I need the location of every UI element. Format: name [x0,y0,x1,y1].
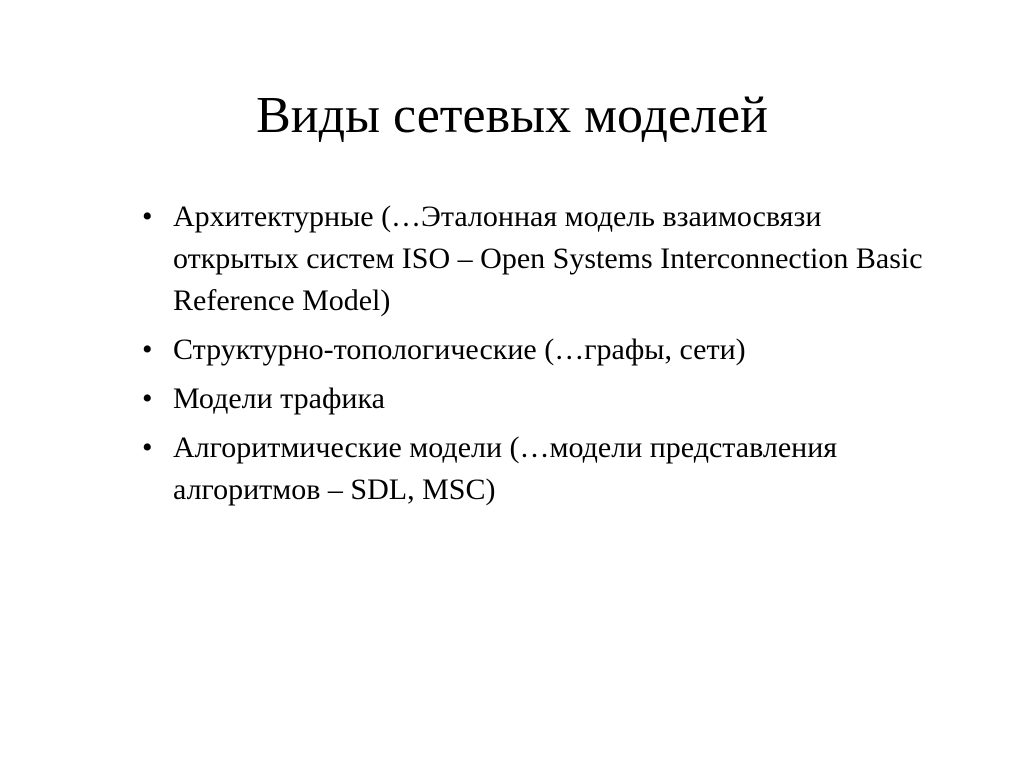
bullet-item-structural-topological [142,329,942,371]
bullet-icon: • [142,431,153,464]
bullet-icon: • [142,333,153,366]
bullet-list [142,196,942,518]
bullet-text: Алгоритмические модели (…модели представления алгоритмов – SDL, MSC) [173,431,838,506]
bullet-icon: • [142,200,153,233]
bullet-text: Структурно-топологические (…графы, сети) [173,333,746,366]
slide-title: Виды сетевых моделей [256,87,768,144]
bullet-icon: • [142,382,153,415]
bullet-item-architectural [142,196,942,322]
bullet-item-traffic-models [142,378,942,420]
bullet-text: Модели трафика [173,382,385,415]
bullet-text: Архитектурные (…Эталонная модель взаимосвязи открытых систем ISO – Open Systems Interconnection Basic Reference Model) [173,200,923,317]
bullet-item-algorithmic-models [142,427,942,511]
